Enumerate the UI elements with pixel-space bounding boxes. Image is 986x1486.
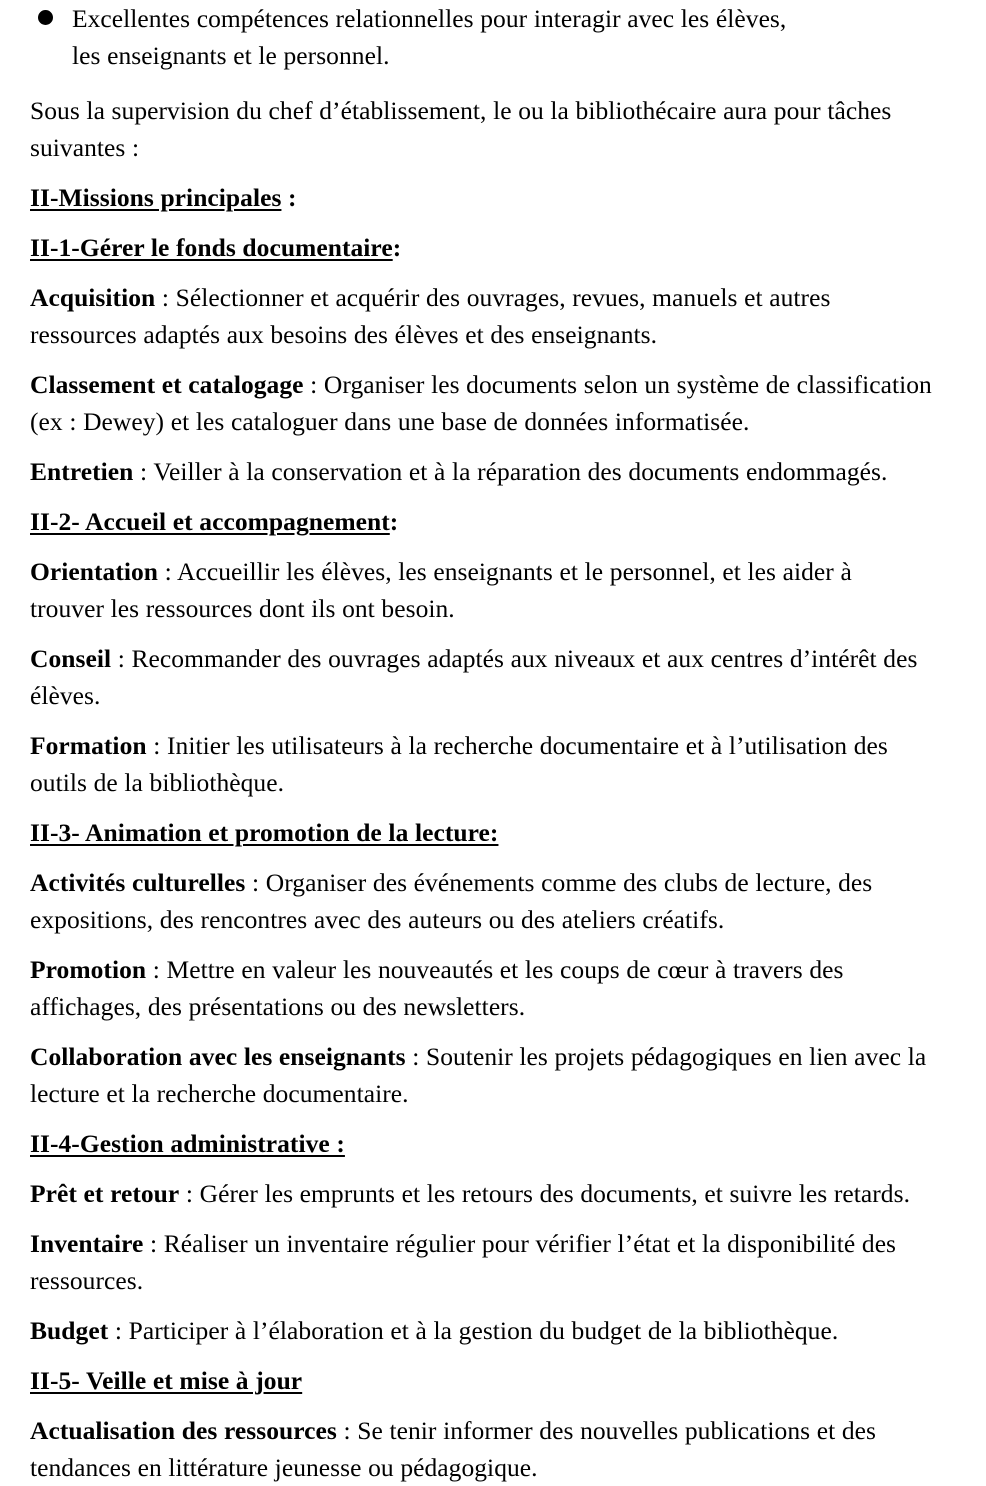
heading-section-1-label: II-1-Gérer le fonds documentaire bbox=[30, 233, 393, 262]
item-inventaire-term: Inventaire bbox=[30, 1229, 144, 1258]
item-classement-catalogage-term: Classement et catalogage bbox=[30, 370, 304, 399]
item-budget-body: : Participer à l’élaboration et à la gestion du budget de la bibliothèque. bbox=[108, 1316, 839, 1345]
heading-missions-principales-tail: : bbox=[281, 183, 297, 212]
item-acquisition-body: : Sélectionner et acquérir des ouvrages, revues, manuels et autres ressources adaptés aux besoins des élèves et des enseignants. bbox=[30, 283, 831, 349]
item-orientation-body: : Accueillir les élèves, les enseignants et le personnel, et les aider à trouver les ressources dont ils ont besoin. bbox=[30, 557, 852, 623]
heading-section-2-tail: : bbox=[389, 507, 399, 536]
item-budget bbox=[30, 1312, 950, 1349]
item-activites-culturelles-body: : Organiser des événements comme des clubs de lecture, des expositions, des rencontres avec des auteurs ou des ateliers créatifs. bbox=[30, 868, 873, 934]
heading-section-5 bbox=[30, 1362, 950, 1399]
item-formation-term: Formation bbox=[30, 731, 147, 760]
round-bullet-icon bbox=[38, 0, 72, 36]
item-actualisation-ressources bbox=[30, 1412, 950, 1486]
item-conseil bbox=[30, 640, 950, 714]
item-classement-catalogage-body: : Organiser les documents selon un système de classification (ex : Dewey) et les cataloguer dans une base de données informatisée. bbox=[30, 370, 932, 436]
heading-section-4 bbox=[30, 1125, 950, 1162]
item-pret-retour bbox=[30, 1175, 950, 1212]
item-collaboration-enseignants-term: Collaboration avec les enseignants bbox=[30, 1042, 406, 1071]
heading-section-1 bbox=[30, 229, 950, 266]
item-entretien-body: : Veiller à la conservation et à la réparation des documents endommagés. bbox=[133, 457, 888, 486]
item-conseil-body: : Recommander des ouvrages adaptés aux niveaux et aux centres d’intérêt des élèves. bbox=[30, 644, 918, 710]
item-actualisation-ressources-body: : Se tenir informer des nouvelles publications et des tendances en littérature jeunesse ou pédagogique. bbox=[30, 1416, 877, 1482]
item-orientation-term: Orientation bbox=[30, 557, 159, 586]
item-formation bbox=[30, 727, 950, 801]
heading-section-2-label: II-2- Accueil et accompagnement bbox=[30, 507, 390, 536]
item-inventaire-body: : Réaliser un inventaire régulier pour vérifier l’état et la disponibilité des ressources. bbox=[30, 1229, 897, 1295]
item-budget-term: Budget bbox=[30, 1316, 109, 1345]
item-inventaire bbox=[30, 1225, 950, 1299]
list-item-text: Excellentes compétences relationnelles pour interagir avec les élèves, les enseignants et le personnel. bbox=[72, 4, 787, 70]
list-item bbox=[30, 0, 950, 74]
heading-section-2 bbox=[30, 503, 950, 540]
item-entretien-term: Entretien bbox=[30, 457, 134, 486]
item-classement-catalogage bbox=[30, 366, 950, 440]
item-conseil-term: Conseil bbox=[30, 644, 112, 673]
heading-section-1-tail: : bbox=[392, 233, 402, 262]
item-collaboration-enseignants bbox=[30, 1038, 950, 1112]
heading-section-5-label: II-5- Veille et mise à jour bbox=[30, 1366, 303, 1395]
heading-section-4-label: II-4-Gestion administrative : bbox=[30, 1129, 345, 1158]
item-promotion-term: Promotion bbox=[30, 955, 147, 984]
heading-missions-principales bbox=[30, 179, 950, 216]
item-formation-body: : Initier les utilisateurs à la recherche documentaire et à l’utilisation des outils de la bibliothèque. bbox=[30, 731, 888, 797]
item-actualisation-ressources-term: Actualisation des ressources bbox=[30, 1416, 337, 1445]
item-promotion-body: : Mettre en valeur les nouveautés et les coups de cœur à travers des affichages, des présentations ou des newsletters. bbox=[30, 955, 844, 1021]
heading-section-3-label: II-3- Animation et promotion de la lecture: bbox=[30, 818, 499, 847]
item-acquisition-term: Acquisition bbox=[30, 283, 156, 312]
item-entretien bbox=[30, 453, 950, 490]
item-promotion bbox=[30, 951, 950, 1025]
item-pret-retour-term: Prêt et retour bbox=[30, 1179, 180, 1208]
item-orientation bbox=[30, 553, 950, 627]
item-activites-culturelles bbox=[30, 864, 950, 938]
item-collaboration-enseignants-body: : Soutenir les projets pédagogiques en lien avec la lecture et la recherche documentaire. bbox=[30, 1042, 927, 1108]
heading-missions-principales-label: II-Missions principales bbox=[30, 183, 282, 212]
heading-section-3 bbox=[30, 814, 950, 851]
intro-paragraph: Sous la supervision du chef d’établissement, le ou la bibliothécaire aura pour tâches suivantes : bbox=[30, 96, 892, 162]
item-activites-culturelles-term: Activités culturelles bbox=[30, 868, 246, 897]
item-acquisition bbox=[30, 279, 950, 353]
item-pret-retour-body: : Gérer les emprunts et les retours des documents, et suivre les retards. bbox=[179, 1179, 910, 1208]
